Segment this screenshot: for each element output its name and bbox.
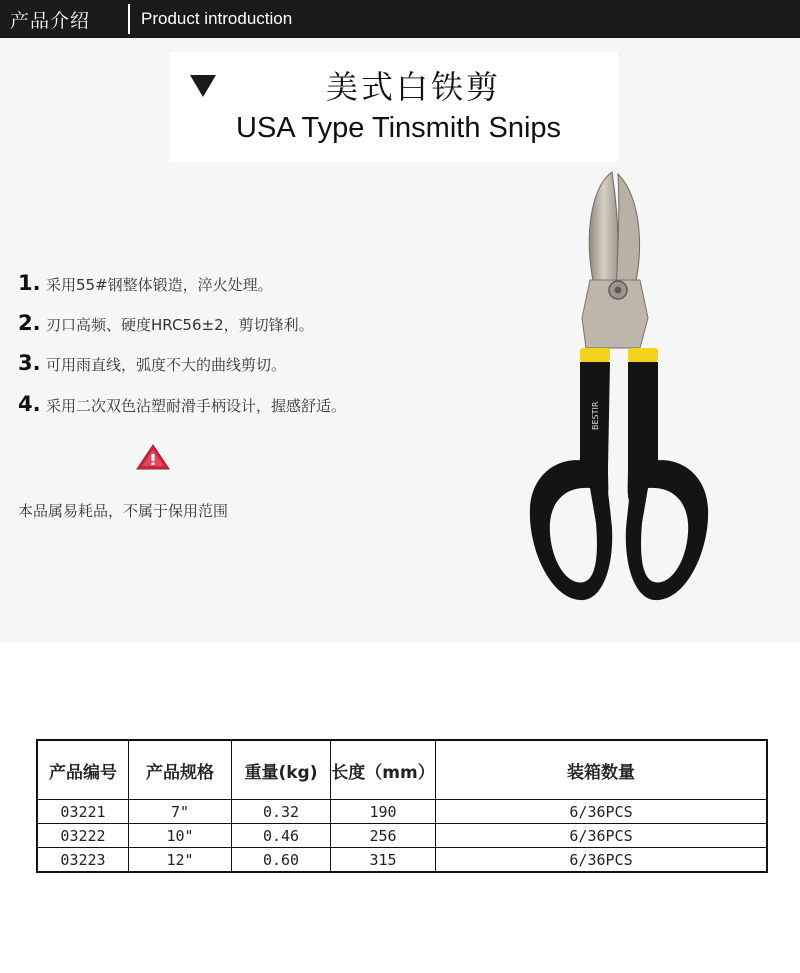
header-en-label: Product introduction: [141, 9, 293, 28]
cell-size: 12": [129, 848, 232, 873]
spec-table: [36, 739, 768, 873]
product-title-en: USA Type Tinsmith Snips: [236, 112, 562, 144]
product-title-cn: 美式白铁剪: [326, 68, 502, 106]
feature-number: 2.: [18, 311, 41, 335]
column-header-weight: 重量(kg): [232, 740, 331, 800]
feature-item-3: [18, 351, 286, 375]
feature-item-2: [18, 311, 314, 335]
cell-code: 03222: [37, 824, 129, 848]
table-header-row: [37, 740, 767, 800]
warning-triangle-icon: [136, 444, 170, 474]
feature-number: 4.: [18, 392, 41, 416]
cell-weight: 0.60: [232, 848, 331, 873]
cell-packing: 6/36PCS: [436, 800, 768, 824]
cell-weight: 0.32: [232, 800, 331, 824]
cell-size: 7": [129, 800, 232, 824]
feature-text: 可用雨直线，弧度不大的曲线剪切。: [46, 356, 287, 374]
cell-packing: 6/36PCS: [436, 824, 768, 848]
column-header-size: 产品规格: [129, 740, 232, 800]
feature-number: 3.: [18, 351, 41, 375]
consumable-note: 本品属易耗品，不属于保用范围: [18, 502, 229, 520]
header-bar: [0, 0, 800, 38]
cell-code: 03221: [37, 800, 129, 824]
cell-length: 190: [331, 800, 436, 824]
cell-code: 03223: [37, 848, 129, 873]
down-triangle-icon: [190, 75, 216, 97]
feature-text: 采用二次双色沾塑耐滑手柄设计，握感舒适。: [46, 397, 347, 415]
cell-size: 10": [129, 824, 232, 848]
cell-length: 315: [331, 848, 436, 873]
feature-text: 采用55#钢整体锻造，淬火处理。: [46, 276, 273, 294]
cell-weight: 0.46: [232, 824, 331, 848]
table-row: [37, 800, 767, 824]
cell-packing: 6/36PCS: [436, 848, 768, 873]
tinsmith-snips-image: [520, 168, 720, 612]
cell-length: 256: [331, 824, 436, 848]
feature-item-4: [18, 392, 346, 416]
header-divider: [128, 4, 130, 34]
feature-item-1: [18, 271, 273, 295]
feature-text: 刃口高频、硬度HRC56±2，剪切锋利。: [46, 316, 314, 334]
feature-number: 1.: [18, 271, 41, 295]
header-cn-label: 产品介绍: [10, 10, 91, 32]
table-row: [37, 824, 767, 848]
column-header-code: 产品编号: [37, 740, 129, 800]
column-header-packing: 装箱数量: [436, 740, 768, 800]
table-row: [37, 848, 767, 873]
brand-mark: BESTIR: [591, 401, 600, 430]
column-header-length: 长度（mm）: [331, 740, 436, 800]
